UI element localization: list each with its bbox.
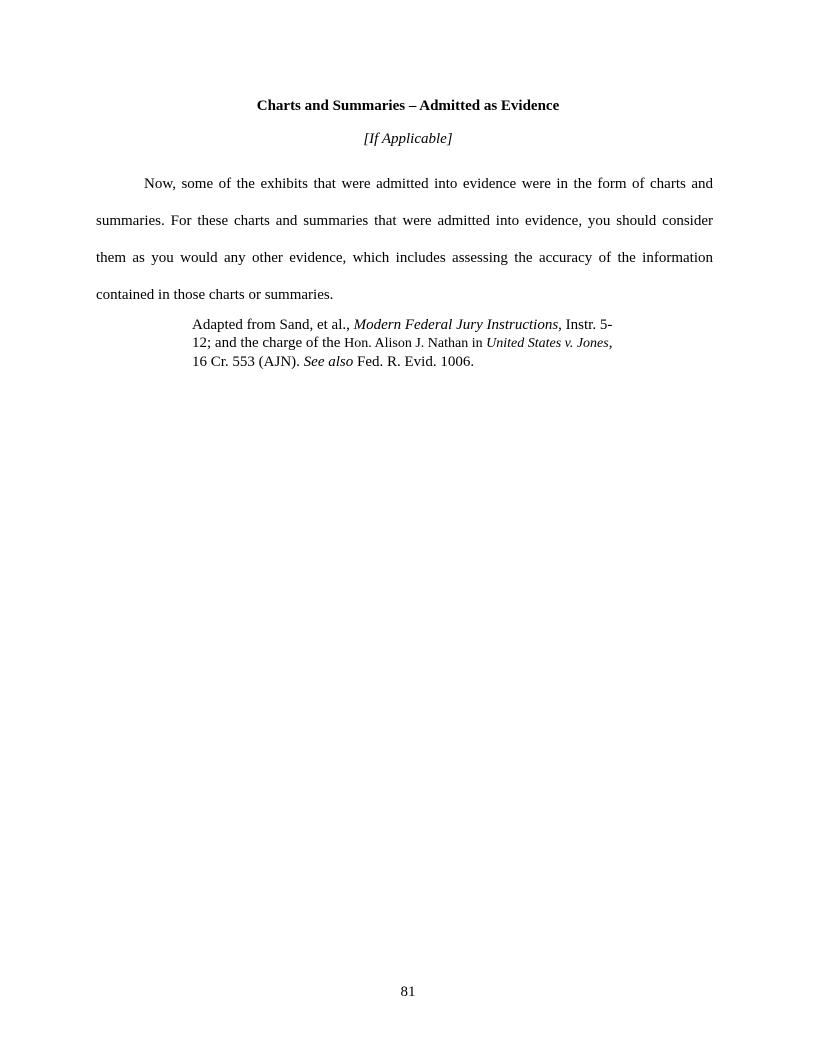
citation-see-also: See also (303, 354, 354, 370)
citation-text-part3: , 16 Cr. 553 (AJN). (192, 335, 613, 370)
citation-judge: Hon. Alison J. Nathan in (344, 336, 487, 351)
page-number: 81 (400, 984, 416, 1000)
citation-text-part2: , Instr. 5-12; and the charge of the (192, 317, 613, 351)
citation-block (192, 316, 622, 371)
citation-text-part1: Adapted from Sand, et al., (192, 317, 354, 333)
citation-work-title: Modern Federal Jury Instructions (353, 317, 559, 333)
section-subheading: [If Applicable] (363, 131, 453, 147)
citation-case-name: United States v. Jones (486, 336, 609, 351)
instruction-paragraph: Now, some of the exhibits that were admitted into evidence were in the form of charts and summaries. For these charts and summaries that were admitted into evidence, you should consider them as you would any other evidence, which includes assessing the accuracy of the information contained in those charts or summaries. (96, 176, 713, 303)
section-heading: Charts and Summaries – Admitted as Evidence (256, 98, 560, 114)
citation-rule: Fed. R. Evid. 1006. (353, 354, 475, 370)
